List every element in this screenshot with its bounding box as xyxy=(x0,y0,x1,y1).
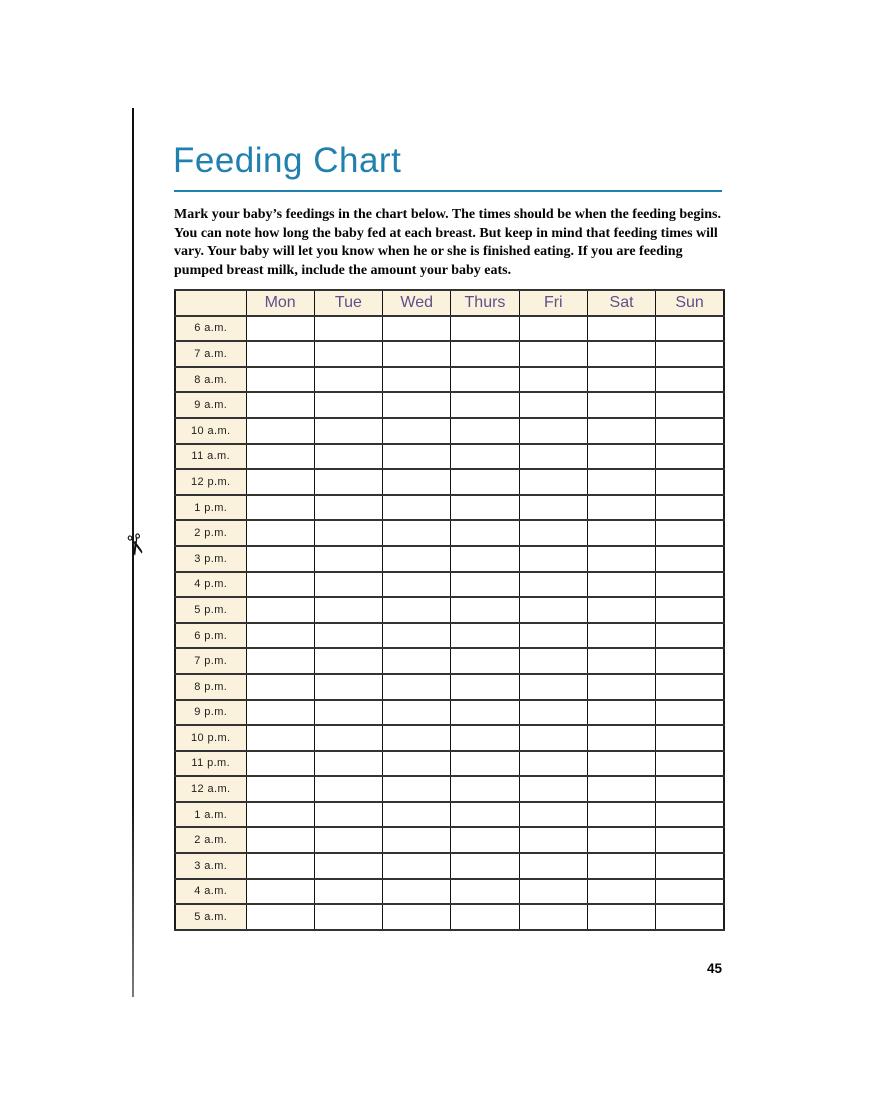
entry-cell xyxy=(451,700,519,726)
entry-cell xyxy=(314,444,382,470)
entry-cell xyxy=(587,751,655,777)
entry-cell xyxy=(314,392,382,418)
entry-cell xyxy=(314,572,382,598)
entry-cell xyxy=(383,623,451,649)
entry-cell xyxy=(451,802,519,828)
entry-cell xyxy=(246,469,314,495)
time-row xyxy=(175,597,724,623)
entry-cell xyxy=(246,751,314,777)
entry-cell xyxy=(587,827,655,853)
time-row xyxy=(175,674,724,700)
time-row xyxy=(175,725,724,751)
time-label: 11 a.m. xyxy=(175,444,246,470)
entry-cell xyxy=(656,674,724,700)
entry-cell xyxy=(656,648,724,674)
entry-cell xyxy=(383,802,451,828)
time-label: 8 a.m. xyxy=(175,367,246,393)
entry-cell xyxy=(383,904,451,930)
entry-cell xyxy=(314,725,382,751)
entry-cell xyxy=(451,827,519,853)
time-row xyxy=(175,648,724,674)
entry-cell xyxy=(451,674,519,700)
entry-cell xyxy=(587,392,655,418)
entry-cell xyxy=(451,367,519,393)
entry-cell xyxy=(246,827,314,853)
entry-cell xyxy=(314,418,382,444)
entry-cell xyxy=(656,572,724,598)
entry-cell xyxy=(246,392,314,418)
entry-cell xyxy=(519,879,587,905)
entry-cell xyxy=(519,802,587,828)
entry-cell xyxy=(656,495,724,521)
entry-cell xyxy=(246,802,314,828)
entry-cell xyxy=(383,879,451,905)
entry-cell xyxy=(383,700,451,726)
time-label: 9 p.m. xyxy=(175,700,246,726)
entry-cell xyxy=(656,623,724,649)
feeding-chart-table xyxy=(174,289,725,931)
time-label: 2 a.m. xyxy=(175,827,246,853)
entry-cell xyxy=(519,700,587,726)
entry-cell xyxy=(656,546,724,572)
entry-cell xyxy=(314,546,382,572)
time-row xyxy=(175,751,724,777)
entry-cell xyxy=(656,776,724,802)
entry-cell xyxy=(519,495,587,521)
entry-cell xyxy=(246,879,314,905)
entry-cell xyxy=(656,853,724,879)
entry-cell xyxy=(587,623,655,649)
entry-cell xyxy=(587,700,655,726)
entry-cell xyxy=(451,776,519,802)
entry-cell xyxy=(587,776,655,802)
entry-cell xyxy=(383,725,451,751)
time-label: 12 a.m. xyxy=(175,776,246,802)
time-label: 8 p.m. xyxy=(175,674,246,700)
table-header-row xyxy=(175,290,724,316)
entry-cell xyxy=(519,418,587,444)
entry-cell xyxy=(451,469,519,495)
time-row xyxy=(175,879,724,905)
entry-cell xyxy=(656,520,724,546)
entry-cell xyxy=(519,776,587,802)
day-header: Wed xyxy=(383,290,451,316)
entry-cell xyxy=(587,648,655,674)
page-title: Feeding Chart xyxy=(173,141,402,180)
entry-cell xyxy=(451,648,519,674)
entry-cell xyxy=(314,700,382,726)
entry-cell xyxy=(383,827,451,853)
entry-cell xyxy=(451,572,519,598)
day-header: Fri xyxy=(519,290,587,316)
entry-cell xyxy=(246,418,314,444)
entry-cell xyxy=(519,316,587,342)
entry-cell xyxy=(587,853,655,879)
entry-cell xyxy=(656,700,724,726)
entry-cell xyxy=(246,700,314,726)
time-row xyxy=(175,623,724,649)
entry-cell xyxy=(451,316,519,342)
entry-cell xyxy=(383,546,451,572)
entry-cell xyxy=(451,597,519,623)
entry-cell xyxy=(383,648,451,674)
time-row xyxy=(175,853,724,879)
entry-cell xyxy=(519,367,587,393)
time-row xyxy=(175,904,724,930)
entry-cell xyxy=(656,469,724,495)
time-row xyxy=(175,418,724,444)
entry-cell xyxy=(246,853,314,879)
entry-cell xyxy=(383,316,451,342)
entry-cell xyxy=(383,341,451,367)
corner-cell xyxy=(175,290,246,316)
entry-cell xyxy=(587,546,655,572)
entry-cell xyxy=(383,751,451,777)
entry-cell xyxy=(587,572,655,598)
time-row xyxy=(175,392,724,418)
entry-cell xyxy=(451,341,519,367)
entry-cell xyxy=(314,674,382,700)
entry-cell xyxy=(656,367,724,393)
time-label: 5 a.m. xyxy=(175,904,246,930)
entry-cell xyxy=(656,597,724,623)
entry-cell xyxy=(314,520,382,546)
entry-cell xyxy=(246,648,314,674)
entry-cell xyxy=(587,444,655,470)
time-row xyxy=(175,495,724,521)
entry-cell xyxy=(314,648,382,674)
entry-cell xyxy=(246,725,314,751)
entry-cell xyxy=(519,520,587,546)
time-label: 2 p.m. xyxy=(175,520,246,546)
time-row xyxy=(175,572,724,598)
entry-cell xyxy=(451,853,519,879)
entry-cell xyxy=(383,367,451,393)
time-label: 3 a.m. xyxy=(175,853,246,879)
entry-cell xyxy=(314,827,382,853)
entry-cell xyxy=(587,367,655,393)
entry-cell xyxy=(519,648,587,674)
entry-cell xyxy=(519,904,587,930)
entry-cell xyxy=(246,316,314,342)
entry-cell xyxy=(656,751,724,777)
entry-cell xyxy=(314,316,382,342)
entry-cell xyxy=(246,623,314,649)
entry-cell xyxy=(587,520,655,546)
entry-cell xyxy=(383,392,451,418)
entry-cell xyxy=(587,725,655,751)
time-row xyxy=(175,827,724,853)
entry-cell xyxy=(519,597,587,623)
title-underline xyxy=(174,190,722,192)
entry-cell xyxy=(587,904,655,930)
day-header: Sat xyxy=(587,290,655,316)
day-header: Mon xyxy=(246,290,314,316)
entry-cell xyxy=(656,392,724,418)
time-label: 1 p.m. xyxy=(175,495,246,521)
time-row xyxy=(175,341,724,367)
entry-cell xyxy=(314,495,382,521)
entry-cell xyxy=(519,827,587,853)
entry-cell xyxy=(519,444,587,470)
time-label: 10 a.m. xyxy=(175,418,246,444)
entry-cell xyxy=(314,623,382,649)
entry-cell xyxy=(656,904,724,930)
time-label: 4 p.m. xyxy=(175,572,246,598)
time-label: 12 p.m. xyxy=(175,469,246,495)
entry-cell xyxy=(246,597,314,623)
entry-cell xyxy=(246,546,314,572)
entry-cell xyxy=(519,725,587,751)
entry-cell xyxy=(451,751,519,777)
entry-cell xyxy=(587,316,655,342)
entry-cell xyxy=(383,469,451,495)
entry-cell xyxy=(314,879,382,905)
scissors-icon: ✂ xyxy=(117,529,154,561)
entry-cell xyxy=(246,572,314,598)
time-row xyxy=(175,469,724,495)
entry-cell xyxy=(314,802,382,828)
entry-cell xyxy=(451,392,519,418)
entry-cell xyxy=(519,392,587,418)
entry-cell xyxy=(587,469,655,495)
entry-cell xyxy=(656,725,724,751)
entry-cell xyxy=(314,367,382,393)
time-label: 6 a.m. xyxy=(175,316,246,342)
entry-cell xyxy=(314,751,382,777)
entry-cell xyxy=(519,341,587,367)
entry-cell xyxy=(246,776,314,802)
entry-cell xyxy=(656,802,724,828)
entry-cell xyxy=(246,444,314,470)
time-label: 10 p.m. xyxy=(175,725,246,751)
time-label: 9 a.m. xyxy=(175,392,246,418)
time-row xyxy=(175,802,724,828)
time-label: 3 p.m. xyxy=(175,546,246,572)
entry-cell xyxy=(587,341,655,367)
entry-cell xyxy=(246,674,314,700)
entry-cell xyxy=(519,469,587,495)
time-row xyxy=(175,546,724,572)
entry-cell xyxy=(246,904,314,930)
entry-cell xyxy=(246,520,314,546)
entry-cell xyxy=(451,444,519,470)
entry-cell xyxy=(451,904,519,930)
entry-cell xyxy=(587,495,655,521)
entry-cell xyxy=(314,776,382,802)
time-row xyxy=(175,444,724,470)
time-label: 7 a.m. xyxy=(175,341,246,367)
time-row xyxy=(175,367,724,393)
entry-cell xyxy=(656,341,724,367)
entry-cell xyxy=(383,572,451,598)
time-row xyxy=(175,316,724,342)
entry-cell xyxy=(314,469,382,495)
entry-cell xyxy=(656,827,724,853)
page-number: 45 xyxy=(707,961,723,976)
entry-cell xyxy=(383,674,451,700)
entry-cell xyxy=(383,853,451,879)
entry-cell xyxy=(519,623,587,649)
entry-cell xyxy=(246,495,314,521)
entry-cell xyxy=(451,495,519,521)
entry-cell xyxy=(314,341,382,367)
entry-cell xyxy=(314,597,382,623)
entry-cell xyxy=(383,444,451,470)
entry-cell xyxy=(587,879,655,905)
entry-cell xyxy=(519,572,587,598)
entry-cell xyxy=(451,879,519,905)
time-label: 4 a.m. xyxy=(175,879,246,905)
entry-cell xyxy=(656,316,724,342)
entry-cell xyxy=(451,725,519,751)
time-label: 7 p.m. xyxy=(175,648,246,674)
day-header: Thurs xyxy=(451,290,519,316)
entry-cell xyxy=(451,520,519,546)
entry-cell xyxy=(587,418,655,444)
entry-cell xyxy=(383,495,451,521)
time-label: 1 a.m. xyxy=(175,802,246,828)
entry-cell xyxy=(451,418,519,444)
intro-paragraph: Mark your baby’s feedings in the chart below. The times should be when the feeding begins. You can note how long the baby fed at each breast. But keep in mind that feeding times will vary. Your baby will let you know when he or she is finished eating. If you are feeding pumped breast milk, include the amount your baby eats. xyxy=(174,207,721,278)
entry-cell xyxy=(587,802,655,828)
entry-cell xyxy=(383,597,451,623)
entry-cell xyxy=(451,546,519,572)
time-label: 5 p.m. xyxy=(175,597,246,623)
entry-cell xyxy=(656,418,724,444)
entry-cell xyxy=(383,776,451,802)
entry-cell xyxy=(383,418,451,444)
day-header: Tue xyxy=(314,290,382,316)
entry-cell xyxy=(314,904,382,930)
entry-cell xyxy=(519,546,587,572)
entry-cell xyxy=(587,597,655,623)
entry-cell xyxy=(519,853,587,879)
entry-cell xyxy=(314,853,382,879)
time-row xyxy=(175,700,724,726)
entry-cell xyxy=(587,674,655,700)
entry-cell xyxy=(383,520,451,546)
entry-cell xyxy=(519,674,587,700)
entry-cell xyxy=(656,879,724,905)
time-label: 11 p.m. xyxy=(175,751,246,777)
entry-cell xyxy=(246,341,314,367)
entry-cell xyxy=(246,367,314,393)
time-label: 6 p.m. xyxy=(175,623,246,649)
day-header: Sun xyxy=(656,290,724,316)
entry-cell xyxy=(656,444,724,470)
entry-cell xyxy=(519,751,587,777)
time-row xyxy=(175,520,724,546)
time-row xyxy=(175,776,724,802)
entry-cell xyxy=(451,623,519,649)
